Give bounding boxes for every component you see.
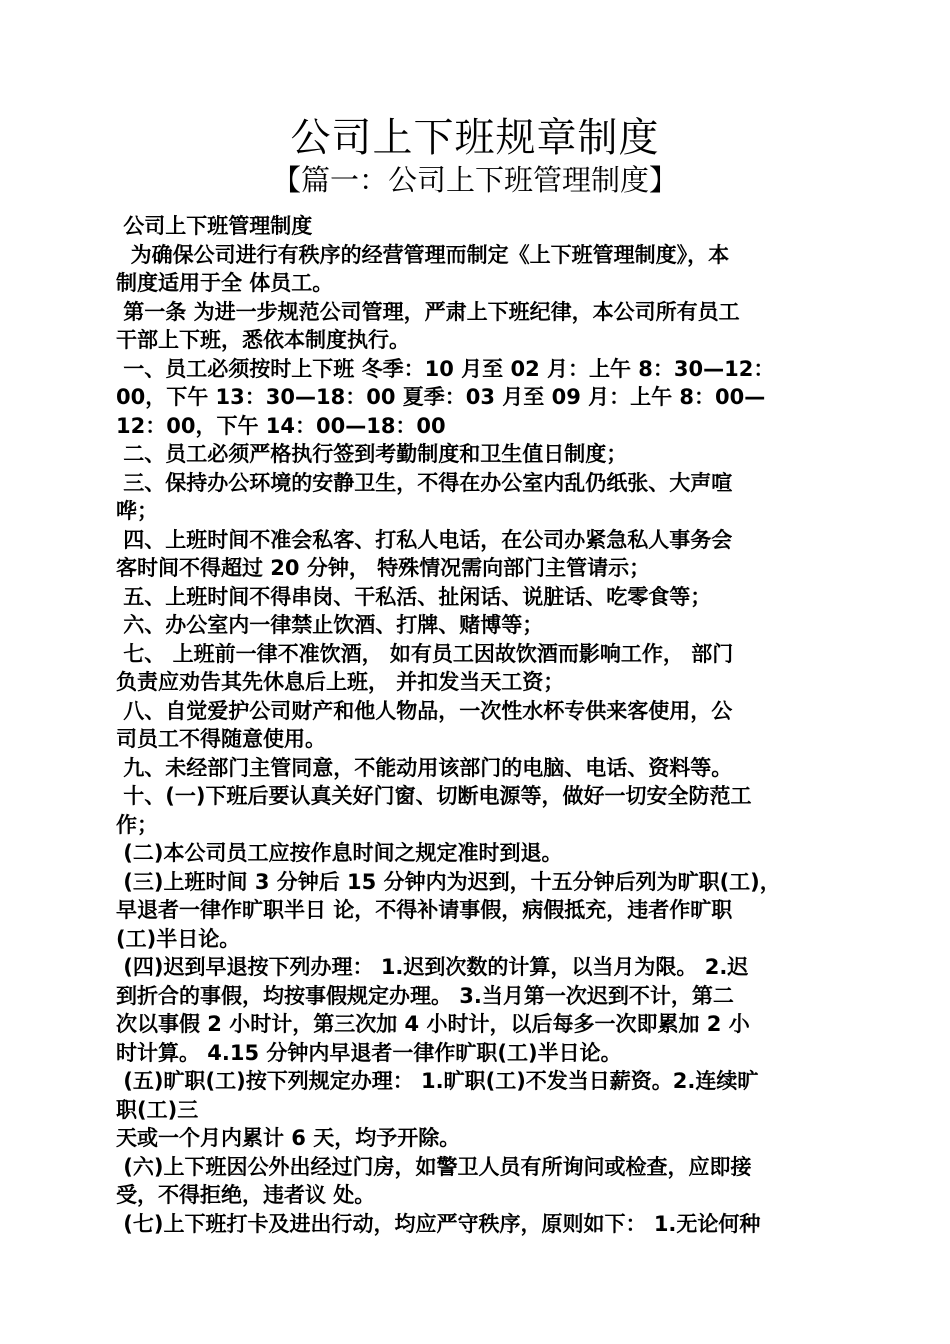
body-line: 八、自觉爱护公司财产和他人物品，一次性水杯专供来客使用，公 xyxy=(116,698,733,723)
body-line: 制度适用于全 体员工。 xyxy=(116,271,334,295)
body-line: 九、未经部门主管同意，不能动用该部门的电脑、电话、资料等。 xyxy=(116,755,733,780)
body-line: 时计算。 4.15 分钟内早退者一律作旷职(工)半日论。 xyxy=(116,1040,622,1065)
body-line: 为确保公司进行有秩序的经营管理而制定《上下班管理制度》，本 xyxy=(116,242,730,267)
body-line: 三、保持办公环境的安静卫生，不得在办公室内乱仍纸张、大声喧 xyxy=(116,470,733,495)
body-line: 天或一个月内累计 6 天，均予开除。 xyxy=(116,1126,461,1150)
body-line: 哗； xyxy=(116,499,158,523)
body-line: 二、员工必须严格执行签到考勤制度和卫生值日制度； xyxy=(116,442,628,466)
document-subtitle: 【篇一：公司上下班管理制度】 xyxy=(271,163,678,197)
body-line: 十、(一)下班后要认真关好门窗、切断电源等，做好一切安全防范工 xyxy=(116,784,752,808)
body-line: 五、上班时间不得串岗、干私活、扯闲话、说脏话、吃零食等； xyxy=(116,584,712,609)
body-line: 00，下午 13：30—18：00 夏季：03 月至 09 月：上午 8：00— xyxy=(116,385,766,409)
body-line: 第一条 为进一步规范公司管理，严肃上下班纪律，本公司所有员工 xyxy=(116,299,740,324)
body-line: (三)上班时间 3 分钟后 15 分钟内为迟到，十五分钟后列为旷职(工)， xyxy=(116,869,781,894)
body-line: 六、办公室内一律禁止饮酒、打牌、赌博等； xyxy=(116,613,544,637)
body-line: 作； xyxy=(116,812,158,837)
body-line: 受，不得拒绝，违者议 处。 xyxy=(116,1183,376,1207)
body-line: (七)上下班打卡及进出行动，均应严守秩序，原则如下： 1.无论何种 xyxy=(116,1211,761,1236)
body-line: (二)本公司员工应按作息时间之规定准时到退。 xyxy=(116,841,563,865)
body-line: 四、上班时间不准会私客、打私人电话，在公司办紧急私人事务会 xyxy=(116,527,733,552)
body-line: 一、员工必须按时上下班 冬季：10 月至 02 月：上午 8：30—12： xyxy=(116,356,775,381)
body-line: (工)半日论。 xyxy=(116,926,241,951)
document-body xyxy=(116,212,838,1238)
document-title: 公司上下班规章制度 xyxy=(290,115,660,161)
body-line: (五)旷职(工)按下列规定办理： 1.旷职(工)不发当日薪资。2.连续旷 xyxy=(116,1069,759,1093)
body-line: 负责应劝告其先休息后上班， 并扣发当天工资； xyxy=(116,670,565,694)
body-line: 客时间不得超过 20 分钟， 特殊情况需向部门主管请示； xyxy=(116,556,651,580)
body-line: 12：00，下午 14：00—18：00 xyxy=(116,413,446,438)
body-line: 早退者一律作旷职半日 论，不得补请事假，病假抵充，违者作旷职 xyxy=(116,898,733,922)
body-line: 职(工)三 xyxy=(116,1097,199,1122)
body-line: (四)迟到早退按下列办理： 1.迟到次数的计算，以当月为限。 2.迟 xyxy=(116,955,749,979)
body-line: 次以事假 2 小时计，第三次加 4 小时计，以后每多一次即累加 2 小 xyxy=(116,1012,750,1036)
body-line: (六)上下班因公外出经过门房，如警卫人员有所询问或检查，应即接 xyxy=(116,1154,752,1179)
body-line: 司员工不得随意使用。 xyxy=(116,727,326,751)
body-line: 七、 上班前一律不准饮酒， 如有员工因故饮酒而影响工作， 部门 xyxy=(116,641,734,666)
body-line: 到折合的事假，均按事假规定办理。 3.当月第一次迟到不计，第二 xyxy=(116,983,734,1008)
body-line: 公司上下班管理制度 xyxy=(116,214,313,238)
body-line: 干部上下班，悉依本制度执行。 xyxy=(116,328,410,352)
